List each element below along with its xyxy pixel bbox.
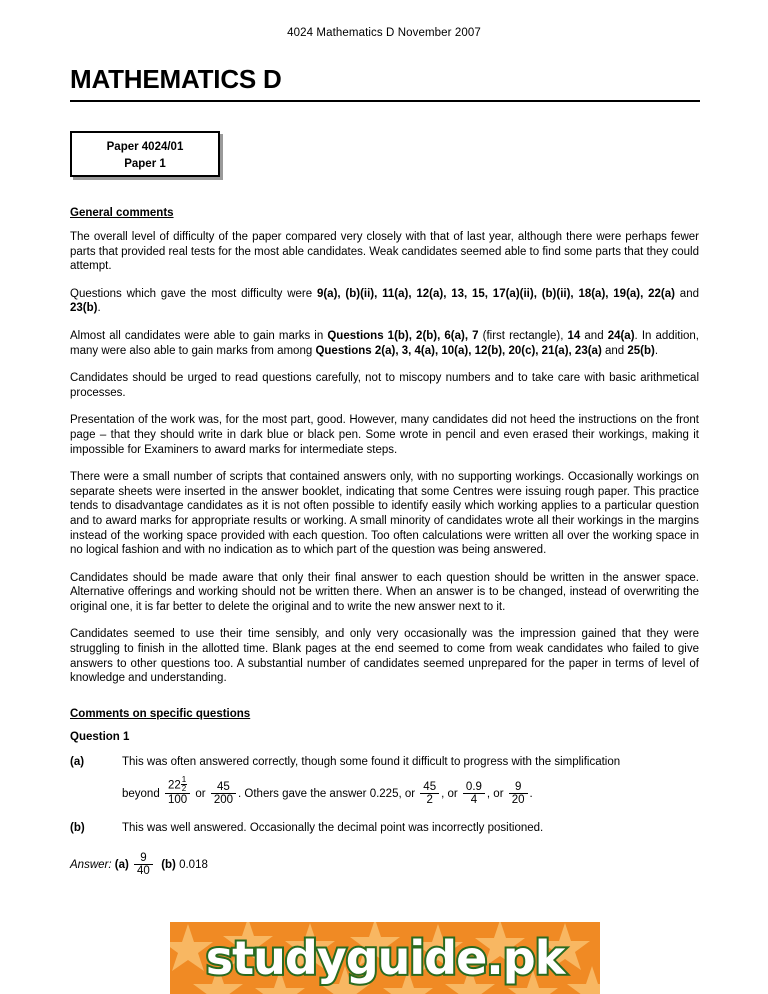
marks-mid-4: and (601, 344, 628, 357)
document-body (70, 207, 699, 880)
studyguide-logo-label: studyguide.pk (205, 931, 565, 985)
section-spacer (70, 699, 699, 708)
fraction-numerator: 9 (509, 781, 528, 794)
fraction-denominator: 200 (213, 794, 234, 807)
marks-tail: . (654, 344, 659, 357)
mixed-fraction-half (181, 776, 187, 793)
fraction-45-over-2 (420, 781, 439, 807)
paragraph-time-management: Candidates seemed to use their time sensibly, and only very occasionally was the impression gained that they were struggling to finish in the allotted time. Blank pages at the end seemed to come from weak candidates who failed to give answers to other questions too. A substantial number of candidates seemed unprepared for the paper in terms of level of knowledge and understanding. (70, 628, 699, 685)
fraction-9-over-20 (509, 781, 528, 807)
fraction-denominator: 2 (426, 794, 433, 807)
fraction-denominator: 100 (167, 794, 188, 807)
part-a-label: (a) (70, 755, 85, 768)
studyguide-logo-text (170, 922, 600, 994)
mixed-whole: 22 (167, 780, 181, 793)
marks-mid-1: (first rectangle), (478, 329, 568, 342)
answer-b-label: (b) (161, 859, 176, 872)
marks-bold-2: 14 (567, 329, 581, 342)
paper-info-box (70, 131, 220, 177)
paragraph-overall-difficulty: The overall level of difficulty of the paper compared very closely with that of last year, although there were perhaps fewer parts that provided real tests for the most able candidates. Weak candidates seemed able to find some parts that they could attempt. (70, 231, 699, 273)
part-b-text: This was well answered. Occasionally the decimal point was incorrectly positioned. (122, 822, 544, 835)
answer-line (70, 850, 699, 880)
fraction-denominator: 4 (470, 794, 478, 807)
title-divider (70, 100, 700, 102)
answer-label: Answer: (70, 859, 112, 872)
question-1-heading: Question 1 (70, 730, 130, 743)
paragraph-presentation: Presentation of the work was, for the most part, good. However, many candidates did not heed the instructions on the front page – that they should write in dark blue or black pen. Some wrote in pencil and even erased their workings, making it impossible for Examiners to award marks for intermediate steps. (70, 414, 699, 456)
marks-lead: Almost all candidates were able to gain marks in (70, 329, 328, 342)
fraction-numerator (165, 776, 190, 794)
general-comments-heading: General comments (70, 207, 174, 219)
part-a-text: This was often answered correctly, though some found it difficult to progress with the simplification (122, 755, 621, 768)
paragraph-marks-gained (70, 329, 699, 358)
paper-code: Paper 4024/01 (106, 141, 184, 153)
difficulty-tail: . (97, 302, 101, 315)
fraction-denominator: 40 (137, 865, 150, 878)
marks-mid-3: . In addition, many were also able to gain marks from among (70, 329, 699, 357)
math-or-1: or (195, 788, 206, 801)
paragraph-read-carefully: Candidates should be urged to read questions carefully, not to miscopy numbers and to take care with basic arithmetical processes. (70, 372, 699, 399)
studyguide-watermark-banner (170, 922, 600, 994)
page-title: MATHEMATICS D (70, 64, 282, 94)
paragraph-answer-space: Candidates should be made aware that only their final answer to each question should be written in the answer space. Alternative offerings and working should not be written there. When an answer is to be changed, instead of overwriting the original one, it is far better to delete the original and to write the new answer next to it. (70, 571, 699, 613)
fraction-denominator: 20 (511, 794, 525, 807)
marks-bold-3: 24(a) (607, 329, 635, 342)
math-lead-word: beyond (122, 788, 160, 801)
difficulty-last-item: 23(b) (70, 302, 98, 315)
fraction-45-over-200 (211, 781, 236, 807)
math-middle-text: . Others gave the answer 0.225, or (238, 788, 416, 801)
difficulty-lead: Questions which gave the most difficulty were (70, 287, 317, 300)
marks-mid-2: and (580, 329, 608, 342)
mixed-denominator: 2 (181, 784, 187, 794)
math-or-2: , or (441, 788, 458, 801)
fraction-numerator: 45 (420, 781, 439, 794)
fraction-numerator: 45 (211, 781, 236, 794)
marks-bold-1: Questions 1(b), 2(b), 6(a), 7 (327, 329, 479, 342)
fraction-numerator: 0.9 (463, 781, 485, 794)
difficulty-conjunction: and (675, 287, 699, 300)
answer-a-label: (a) (114, 859, 129, 872)
question-1-part-a (70, 755, 699, 770)
answer-b-value: 0.018 (179, 859, 208, 872)
fraction-numerator: 9 (134, 852, 153, 865)
paper-number: Paper 1 (124, 158, 166, 170)
mixed-numerator: 1 (181, 775, 187, 785)
fraction-22-half-over-100 (165, 776, 190, 806)
paragraph-most-difficult-questions (70, 287, 699, 316)
question-1-part-b (70, 821, 699, 836)
difficulty-items: 9(a), (b)(ii), 11(a), 12(a), 13, 15, 17(a)(ii), (b)(ii), 18(a), 19(a), 22(a) (316, 287, 675, 300)
running-header: 4024 Mathematics D November 2007 (287, 27, 481, 39)
part-a-math-line (122, 776, 699, 809)
marks-bold-5: 25(b) (627, 344, 655, 357)
math-period: . (529, 788, 533, 801)
marks-bold-4: Questions 2(a), 3, 4(a), 10(a), 12(b), 20(c), 21(a), 23(a) (315, 344, 602, 357)
fraction-09-over-4 (463, 781, 485, 807)
paragraph-workings: There were a small number of scripts that contained answers only, with no supporting workings. Occasionally workings on separate sheets were inserted in the answer booklet, indicating that some Centres were issuing rough paper. This practice tends to disadvantage candidates as it is not often possible to identify easily which working applies to a particular question and to award marks for appropriate results or working. A small minority of candidates wrote all their workings in the margins instead of the working space provided with each question. Too often calculations were written all over the working space in no logical fashion and with no indication as to which part of the question was being answered. (70, 471, 699, 557)
part-b-label: (b) (70, 822, 85, 835)
math-or-3: , or (486, 788, 504, 801)
specific-comments-heading: Comments on specific questions (70, 707, 251, 720)
fraction-9-over-40 (134, 852, 153, 878)
